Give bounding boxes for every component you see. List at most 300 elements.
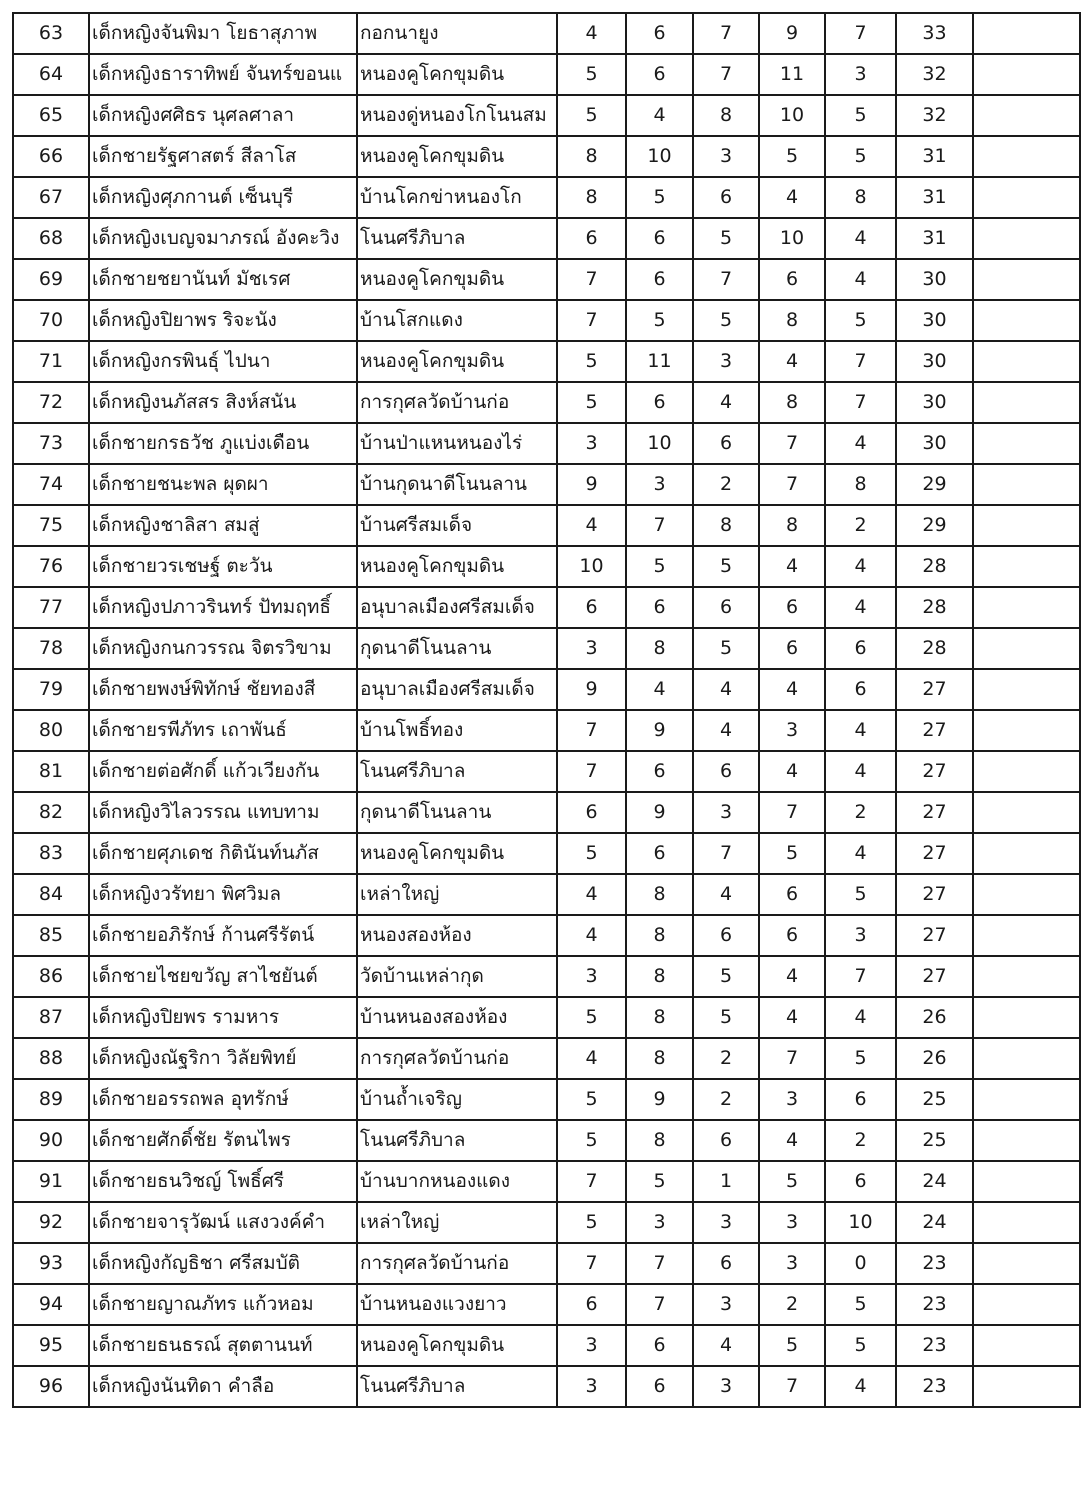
table-row	[13, 710, 1080, 751]
school-cell: โนนศรีภิบาล	[357, 751, 557, 792]
note-cell	[973, 218, 1080, 259]
rank-cell: 96	[13, 1366, 89, 1407]
school-cell: บ้านศรีสมเด็จ	[357, 505, 557, 546]
total-score-cell: 28	[896, 587, 973, 628]
school-cell: การกุศลวัดบ้านก่อ	[357, 1243, 557, 1284]
rank-cell: 87	[13, 997, 89, 1038]
score-5-cell: 7	[825, 341, 896, 382]
score-5-cell: 2	[825, 792, 896, 833]
score-4-cell: 7	[759, 1038, 825, 1079]
score-5-cell: 5	[825, 95, 896, 136]
score-3-cell: 5	[693, 997, 759, 1038]
score-5-cell: 4	[825, 751, 896, 792]
note-cell	[973, 95, 1080, 136]
score-4-cell: 5	[759, 136, 825, 177]
score-3-cell: 6	[693, 751, 759, 792]
score-4-cell: 4	[759, 1120, 825, 1161]
score-1-cell: 6	[557, 792, 626, 833]
total-score-cell: 33	[896, 13, 973, 54]
rank-cell: 78	[13, 628, 89, 669]
score-4-cell: 7	[759, 792, 825, 833]
rank-cell: 94	[13, 1284, 89, 1325]
student-name-cell: เด็กชายไชยขวัญ สาไชยันต์	[89, 956, 357, 997]
school-cell: โนนศรีภิบาล	[357, 1120, 557, 1161]
score-2-cell: 4	[626, 95, 693, 136]
rank-cell: 82	[13, 792, 89, 833]
student-name-cell: เด็กชายชนะพล ผุดผา	[89, 464, 357, 505]
table-row	[13, 792, 1080, 833]
student-name-cell: เด็กชายกรธวัช ภูแบ่งเดือน	[89, 423, 357, 464]
score-4-cell: 4	[759, 751, 825, 792]
note-cell	[973, 915, 1080, 956]
student-name-cell: เด็กหญิงศุภกานต์ เซ็นบุรี	[89, 177, 357, 218]
rank-cell: 75	[13, 505, 89, 546]
note-cell	[973, 874, 1080, 915]
table-row	[13, 915, 1080, 956]
score-2-cell: 3	[626, 464, 693, 505]
score-3-cell: 4	[693, 382, 759, 423]
total-score-cell: 27	[896, 915, 973, 956]
school-cell: การกุศลวัดบ้านก่อ	[357, 1038, 557, 1079]
score-1-cell: 5	[557, 1120, 626, 1161]
note-cell	[973, 13, 1080, 54]
student-name-cell: เด็กชายรัฐศาสตร์ สีลาโส	[89, 136, 357, 177]
student-name-cell: เด็กชายธนธรณ์ สุตตานนท์	[89, 1325, 357, 1366]
score-1-cell: 4	[557, 505, 626, 546]
note-cell	[973, 1120, 1080, 1161]
score-1-cell: 5	[557, 1202, 626, 1243]
student-name-cell: เด็กหญิงกรพินธุ์ ไปนา	[89, 341, 357, 382]
score-3-cell: 6	[693, 915, 759, 956]
score-3-cell: 7	[693, 13, 759, 54]
score-4-cell: 6	[759, 587, 825, 628]
score-1-cell: 7	[557, 710, 626, 751]
rank-cell: 90	[13, 1120, 89, 1161]
score-3-cell: 3	[693, 136, 759, 177]
school-cell: บ้านหนองสองห้อง	[357, 997, 557, 1038]
table-row	[13, 874, 1080, 915]
school-cell: การกุศลวัดบ้านก่อ	[357, 382, 557, 423]
score-5-cell: 3	[825, 54, 896, 95]
total-score-cell: 26	[896, 1038, 973, 1079]
rank-cell: 80	[13, 710, 89, 751]
score-3-cell: 5	[693, 956, 759, 997]
school-cell: กอกนายูง	[357, 13, 557, 54]
note-cell	[973, 546, 1080, 587]
score-1-cell: 7	[557, 259, 626, 300]
score-5-cell: 4	[825, 423, 896, 464]
rank-cell: 81	[13, 751, 89, 792]
table-row	[13, 341, 1080, 382]
score-4-cell: 5	[759, 833, 825, 874]
total-score-cell: 26	[896, 997, 973, 1038]
score-5-cell: 7	[825, 956, 896, 997]
score-2-cell: 6	[626, 833, 693, 874]
table-row	[13, 505, 1080, 546]
table-row	[13, 464, 1080, 505]
score-5-cell: 2	[825, 505, 896, 546]
score-1-cell: 8	[557, 136, 626, 177]
score-1-cell: 7	[557, 1161, 626, 1202]
rank-cell: 93	[13, 1243, 89, 1284]
school-cell: หนองคูโคกขุมดิน	[357, 546, 557, 587]
score-2-cell: 7	[626, 505, 693, 546]
note-cell	[973, 54, 1080, 95]
score-2-cell: 3	[626, 1202, 693, 1243]
note-cell	[973, 997, 1080, 1038]
score-5-cell: 0	[825, 1243, 896, 1284]
total-score-cell: 27	[896, 874, 973, 915]
score-4-cell: 11	[759, 54, 825, 95]
rank-cell: 92	[13, 1202, 89, 1243]
score-2-cell: 8	[626, 956, 693, 997]
rank-cell: 74	[13, 464, 89, 505]
table-row	[13, 136, 1080, 177]
total-score-cell: 23	[896, 1366, 973, 1407]
school-cell: หนองคูโคกขุมดิน	[357, 259, 557, 300]
note-cell	[973, 1284, 1080, 1325]
student-name-cell: เด็กชายอรรถพล อุทรักษ์	[89, 1079, 357, 1120]
score-1-cell: 9	[557, 669, 626, 710]
table-row	[13, 1161, 1080, 1202]
total-score-cell: 25	[896, 1079, 973, 1120]
school-cell: หนองดู่หนองโกโนนสม	[357, 95, 557, 136]
score-1-cell: 7	[557, 751, 626, 792]
score-3-cell: 3	[693, 792, 759, 833]
score-5-cell: 2	[825, 1120, 896, 1161]
score-2-cell: 7	[626, 1243, 693, 1284]
rank-cell: 79	[13, 669, 89, 710]
rank-cell: 65	[13, 95, 89, 136]
score-2-cell: 4	[626, 669, 693, 710]
score-3-cell: 5	[693, 546, 759, 587]
score-5-cell: 4	[825, 833, 896, 874]
total-score-cell: 27	[896, 751, 973, 792]
note-cell	[973, 628, 1080, 669]
school-cell: กุดนาดีโนนลาน	[357, 628, 557, 669]
table-row	[13, 751, 1080, 792]
school-cell: หนองคูโคกขุมดิน	[357, 1325, 557, 1366]
score-1-cell: 6	[557, 587, 626, 628]
table-row	[13, 1038, 1080, 1079]
note-cell	[973, 956, 1080, 997]
score-4-cell: 4	[759, 546, 825, 587]
student-name-cell: เด็กหญิงชาลิสา สมสู่	[89, 505, 357, 546]
score-5-cell: 4	[825, 218, 896, 259]
student-name-cell: เด็กหญิงนันทิดา คำลือ	[89, 1366, 357, 1407]
score-4-cell: 3	[759, 1243, 825, 1284]
student-name-cell: เด็กชายศักดิ์ชัย รัตนไพร	[89, 1120, 357, 1161]
note-cell	[973, 1366, 1080, 1407]
rank-cell: 76	[13, 546, 89, 587]
rank-cell: 66	[13, 136, 89, 177]
rank-cell: 68	[13, 218, 89, 259]
score-3-cell: 5	[693, 300, 759, 341]
table-row	[13, 833, 1080, 874]
student-name-cell: เด็กหญิงณัฐริกา วิลัยพิทย์	[89, 1038, 357, 1079]
score-4-cell: 9	[759, 13, 825, 54]
note-cell	[973, 833, 1080, 874]
student-name-cell: เด็กหญิงปิยพร รามหาร	[89, 997, 357, 1038]
score-3-cell: 7	[693, 833, 759, 874]
score-2-cell: 7	[626, 1284, 693, 1325]
score-3-cell: 6	[693, 1243, 759, 1284]
score-5-cell: 4	[825, 710, 896, 751]
score-4-cell: 7	[759, 464, 825, 505]
total-score-cell: 29	[896, 505, 973, 546]
total-score-cell: 25	[896, 1120, 973, 1161]
score-4-cell: 5	[759, 1325, 825, 1366]
note-cell	[973, 341, 1080, 382]
score-5-cell: 8	[825, 464, 896, 505]
score-2-cell: 8	[626, 1038, 693, 1079]
rank-cell: 88	[13, 1038, 89, 1079]
total-score-cell: 23	[896, 1325, 973, 1366]
rank-cell: 70	[13, 300, 89, 341]
table-row	[13, 1120, 1080, 1161]
score-3-cell: 3	[693, 1202, 759, 1243]
school-cell: เหล่าใหญ่	[357, 1202, 557, 1243]
total-score-cell: 29	[896, 464, 973, 505]
score-1-cell: 8	[557, 177, 626, 218]
school-cell: บ้านกุดนาดีโนนลาน	[357, 464, 557, 505]
score-3-cell: 2	[693, 1038, 759, 1079]
score-5-cell: 5	[825, 300, 896, 341]
table-row	[13, 218, 1080, 259]
note-cell	[973, 751, 1080, 792]
table-row	[13, 1284, 1080, 1325]
school-cell: บ้านป่าแหนหนองไร่	[357, 423, 557, 464]
score-1-cell: 10	[557, 546, 626, 587]
score-2-cell: 5	[626, 546, 693, 587]
total-score-cell: 23	[896, 1284, 973, 1325]
score-5-cell: 4	[825, 546, 896, 587]
total-score-cell: 30	[896, 382, 973, 423]
total-score-cell: 32	[896, 95, 973, 136]
note-cell	[973, 382, 1080, 423]
note-cell	[973, 505, 1080, 546]
note-cell	[973, 1243, 1080, 1284]
score-5-cell: 10	[825, 1202, 896, 1243]
score-3-cell: 3	[693, 341, 759, 382]
score-1-cell: 4	[557, 915, 626, 956]
score-4-cell: 7	[759, 423, 825, 464]
score-table	[12, 12, 1081, 1408]
score-3-cell: 4	[693, 874, 759, 915]
score-table-body	[13, 13, 1080, 1407]
total-score-cell: 28	[896, 628, 973, 669]
rank-cell: 64	[13, 54, 89, 95]
rank-cell: 85	[13, 915, 89, 956]
note-cell	[973, 1161, 1080, 1202]
total-score-cell: 27	[896, 956, 973, 997]
rank-cell: 71	[13, 341, 89, 382]
table-row	[13, 95, 1080, 136]
score-2-cell: 11	[626, 341, 693, 382]
total-score-cell: 27	[896, 669, 973, 710]
score-3-cell: 1	[693, 1161, 759, 1202]
note-cell	[973, 259, 1080, 300]
score-5-cell: 8	[825, 177, 896, 218]
student-name-cell: เด็กชายชยานันท์ มัชเรศ	[89, 259, 357, 300]
score-2-cell: 6	[626, 1366, 693, 1407]
score-2-cell: 6	[626, 587, 693, 628]
total-score-cell: 30	[896, 259, 973, 300]
score-4-cell: 4	[759, 997, 825, 1038]
table-row	[13, 997, 1080, 1038]
score-3-cell: 4	[693, 710, 759, 751]
score-5-cell: 7	[825, 382, 896, 423]
score-4-cell: 3	[759, 710, 825, 751]
school-cell: โนนศรีภิบาล	[357, 1366, 557, 1407]
score-5-cell: 6	[825, 628, 896, 669]
score-3-cell: 5	[693, 628, 759, 669]
score-4-cell: 6	[759, 628, 825, 669]
score-3-cell: 6	[693, 177, 759, 218]
table-row	[13, 259, 1080, 300]
table-row	[13, 956, 1080, 997]
total-score-cell: 27	[896, 710, 973, 751]
score-5-cell: 5	[825, 136, 896, 177]
score-4-cell: 3	[759, 1202, 825, 1243]
score-1-cell: 3	[557, 423, 626, 464]
school-cell: บ้านโพธิ์ทอง	[357, 710, 557, 751]
student-name-cell: เด็กชายญาณภัทร แก้วหอม	[89, 1284, 357, 1325]
score-1-cell: 4	[557, 874, 626, 915]
table-row	[13, 1366, 1080, 1407]
score-5-cell: 4	[825, 997, 896, 1038]
score-1-cell: 5	[557, 382, 626, 423]
score-4-cell: 8	[759, 382, 825, 423]
school-cell: หนองคูโคกขุมดิน	[357, 833, 557, 874]
table-row	[13, 13, 1080, 54]
score-2-cell: 6	[626, 13, 693, 54]
note-cell	[973, 300, 1080, 341]
score-1-cell: 4	[557, 1038, 626, 1079]
total-score-cell: 28	[896, 546, 973, 587]
score-3-cell: 8	[693, 505, 759, 546]
score-2-cell: 8	[626, 628, 693, 669]
total-score-cell: 30	[896, 423, 973, 464]
note-cell	[973, 423, 1080, 464]
score-3-cell: 5	[693, 218, 759, 259]
score-1-cell: 3	[557, 1325, 626, 1366]
score-1-cell: 7	[557, 300, 626, 341]
score-2-cell: 5	[626, 1161, 693, 1202]
score-3-cell: 7	[693, 54, 759, 95]
score-4-cell: 7	[759, 1366, 825, 1407]
score-2-cell: 5	[626, 300, 693, 341]
student-name-cell: เด็กหญิงปภาวรินทร์ ปัทมฤทธิ์	[89, 587, 357, 628]
table-row	[13, 423, 1080, 464]
school-cell: หนองคูโคกขุมดิน	[357, 54, 557, 95]
score-4-cell: 4	[759, 669, 825, 710]
score-1-cell: 5	[557, 833, 626, 874]
score-2-cell: 6	[626, 382, 693, 423]
score-2-cell: 10	[626, 136, 693, 177]
score-3-cell: 2	[693, 464, 759, 505]
score-2-cell: 9	[626, 710, 693, 751]
score-4-cell: 8	[759, 505, 825, 546]
school-cell: เหล่าใหญ่	[357, 874, 557, 915]
total-score-cell: 24	[896, 1202, 973, 1243]
score-3-cell: 3	[693, 1366, 759, 1407]
score-2-cell: 9	[626, 1079, 693, 1120]
score-1-cell: 4	[557, 13, 626, 54]
score-1-cell: 6	[557, 218, 626, 259]
rank-cell: 67	[13, 177, 89, 218]
total-score-cell: 27	[896, 833, 973, 874]
score-1-cell: 5	[557, 341, 626, 382]
student-name-cell: เด็กชายธนวิชญ์ โพธิ์ศรี	[89, 1161, 357, 1202]
rank-cell: 91	[13, 1161, 89, 1202]
note-cell	[973, 1038, 1080, 1079]
student-name-cell: เด็กหญิงจันพิมา โยธาสุภาพ	[89, 13, 357, 54]
student-name-cell: เด็กหญิงกัญธิชา ศรีสมบัติ	[89, 1243, 357, 1284]
rank-cell: 73	[13, 423, 89, 464]
score-1-cell: 5	[557, 54, 626, 95]
rank-cell: 95	[13, 1325, 89, 1366]
rank-cell: 83	[13, 833, 89, 874]
score-3-cell: 6	[693, 587, 759, 628]
score-2-cell: 6	[626, 1325, 693, 1366]
school-cell: โนนศรีภิบาล	[357, 218, 557, 259]
note-cell	[973, 464, 1080, 505]
score-2-cell: 9	[626, 792, 693, 833]
school-cell: กุดนาดีโนนลาน	[357, 792, 557, 833]
note-cell	[973, 1202, 1080, 1243]
student-name-cell: เด็กหญิงกนกวรรณ จิตรวิขาม	[89, 628, 357, 669]
score-3-cell: 6	[693, 423, 759, 464]
total-score-cell: 31	[896, 136, 973, 177]
score-4-cell: 5	[759, 1161, 825, 1202]
student-name-cell: เด็กชายจารุวัฒน์ แสงวงค์คำ	[89, 1202, 357, 1243]
school-cell: วัดบ้านเหล่ากุด	[357, 956, 557, 997]
score-5-cell: 4	[825, 259, 896, 300]
table-row	[13, 1243, 1080, 1284]
score-5-cell: 5	[825, 1325, 896, 1366]
student-name-cell: เด็กชายรพีภัทร เถาพันธ์	[89, 710, 357, 751]
score-3-cell: 4	[693, 669, 759, 710]
score-2-cell: 6	[626, 218, 693, 259]
score-5-cell: 5	[825, 874, 896, 915]
rank-cell: 63	[13, 13, 89, 54]
note-cell	[973, 710, 1080, 751]
table-row	[13, 1079, 1080, 1120]
rank-cell: 84	[13, 874, 89, 915]
rank-cell: 77	[13, 587, 89, 628]
table-row	[13, 300, 1080, 341]
score-2-cell: 8	[626, 915, 693, 956]
score-4-cell: 8	[759, 300, 825, 341]
score-2-cell: 6	[626, 259, 693, 300]
total-score-cell: 30	[896, 341, 973, 382]
note-cell	[973, 1325, 1080, 1366]
score-1-cell: 5	[557, 95, 626, 136]
table-row	[13, 382, 1080, 423]
school-cell: บ้านหนองแวงยาว	[357, 1284, 557, 1325]
table-row	[13, 628, 1080, 669]
student-name-cell: เด็กหญิงปิยาพร ริจะนัง	[89, 300, 357, 341]
table-row	[13, 546, 1080, 587]
student-name-cell: เด็กหญิงธาราทิพย์ จันทร์ขอนแ	[89, 54, 357, 95]
score-4-cell: 6	[759, 259, 825, 300]
score-4-cell: 4	[759, 341, 825, 382]
score-2-cell: 5	[626, 177, 693, 218]
score-2-cell: 8	[626, 997, 693, 1038]
school-cell: หนองคูโคกขุมดิน	[357, 341, 557, 382]
student-name-cell: เด็กหญิงวิไลวรรณ แทบทาม	[89, 792, 357, 833]
